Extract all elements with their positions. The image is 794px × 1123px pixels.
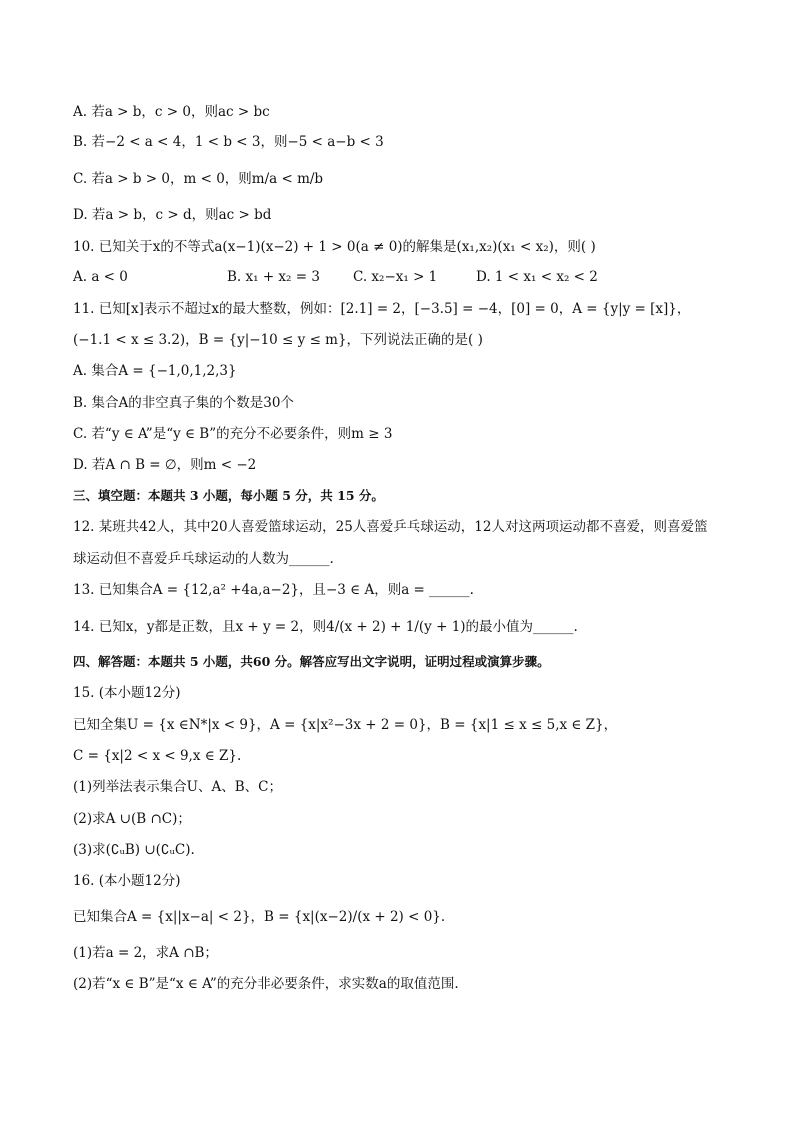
q9-option-d: D. 若a > b，c > d，则ac > bd <box>73 207 272 223</box>
q16-header: 16. (本小题12分) <box>73 873 181 889</box>
q12-line-2: 球运动但不喜爱乒乓球运动的人数为______. <box>73 551 334 567</box>
q14: 14. 已知x，y都是正数，且x + y = 2，则4/(x + 2) + 1/(y + 1)的最小值为______. <box>73 619 578 635</box>
q11-option-d: D. 若A ∩ B = ∅，则m < −2 <box>73 457 257 473</box>
q10-options <box>73 268 713 286</box>
q11-stem-line-2: (−1.1 < x ≤ 3.2)，B = {y|−10 ≤ y ≤ m}，下列说法正确的是( ) <box>73 332 483 348</box>
q11-option-b: B. 集合A的非空真子集的个数是30个 <box>73 395 294 411</box>
q9-option-c: C. 若a > b > 0，m < 0，则m/a < m/b <box>73 171 324 187</box>
q15-stem-line-1: 已知全集U = {x ∈N*|x < 9}，A = {x|x²−3x + 2 = 0}，B = {x|1 ≤ x ≤ 5,x ∈ Z}， <box>73 717 618 733</box>
q10-option-a: A. a < 0 <box>73 269 128 285</box>
q10-stem: 10. 已知关于x的不等式a(x−1)(x−2) + 1 > 0(a ≠ 0)的解集是(x₁,x₂)(x₁ < x₂)，则( ) <box>73 239 596 255</box>
section-4-heading: 四、解答题：本题共 5 小题，共60 分。解答应写出文字说明，证明过程或演算步骤。 <box>73 654 550 669</box>
q16-part-2: (2)若“x ∈ B”是“x ∈ A”的充分非必要条件，求实数a的取值范围. <box>73 976 459 992</box>
q9-option-b: B. 若−2 < a < 4，1 < b < 3，则−5 < a−b < 3 <box>73 134 384 150</box>
q15-part-2: (2)求A ∪(B ∩C)； <box>73 811 191 827</box>
q10-option-b: B. x₁ + x₂ = 3 <box>227 269 320 285</box>
q13: 13. 已知集合A = {12,a² +4a,a−2}，且−3 ∈ A，则a = ______. <box>73 582 474 598</box>
q15-header: 15. (本小题12分) <box>73 685 181 701</box>
q11-option-a: A. 集合A = {−1,0,1,2,3} <box>73 363 237 379</box>
q15-stem-line-2: C = {x|2 < x < 9,x ∈ Z}. <box>73 748 242 764</box>
q15-part-3: (3)求(∁ᵤB) ∪(∁ᵤC). <box>73 842 195 858</box>
q11-stem-line-1: 11. 已知[x]表示不超过x的最大整数，例如：[2.1] = 2，[−3.5] = −4，[0] = 0，A = {y|y = [x]}， <box>73 301 691 317</box>
q10-option-c: C. x₂−x₁ > 1 <box>353 269 438 285</box>
q10-option-d: D. 1 < x₁ < x₂ < 2 <box>476 269 598 285</box>
q12-line-1: 12. 某班共42人，其中20人喜爱篮球运动，25人喜爱乒乓球运动，12人对这两项运动都不喜爱，则喜爱篮 <box>73 519 708 535</box>
q9-option-a: A. 若a > b，c > 0，则ac > bc <box>73 104 270 120</box>
q11-option-c: C. 若“y ∈ A”是“y ∈ B”的充分不必要条件，则m ≥ 3 <box>73 426 393 442</box>
q16-part-1: (1)若a = 2，求A ∩B； <box>73 945 218 961</box>
q15-part-1: (1)列举法表示集合U、A、B、C； <box>73 779 282 795</box>
section-3-heading: 三、填空题：本题共 3 小题，每小题 5 分，共 15 分。 <box>73 488 384 503</box>
q16-stem: 已知集合A = {x||x−a| < 2}，B = {x|(x−2)/(x + 2) < 0}. <box>73 909 446 925</box>
